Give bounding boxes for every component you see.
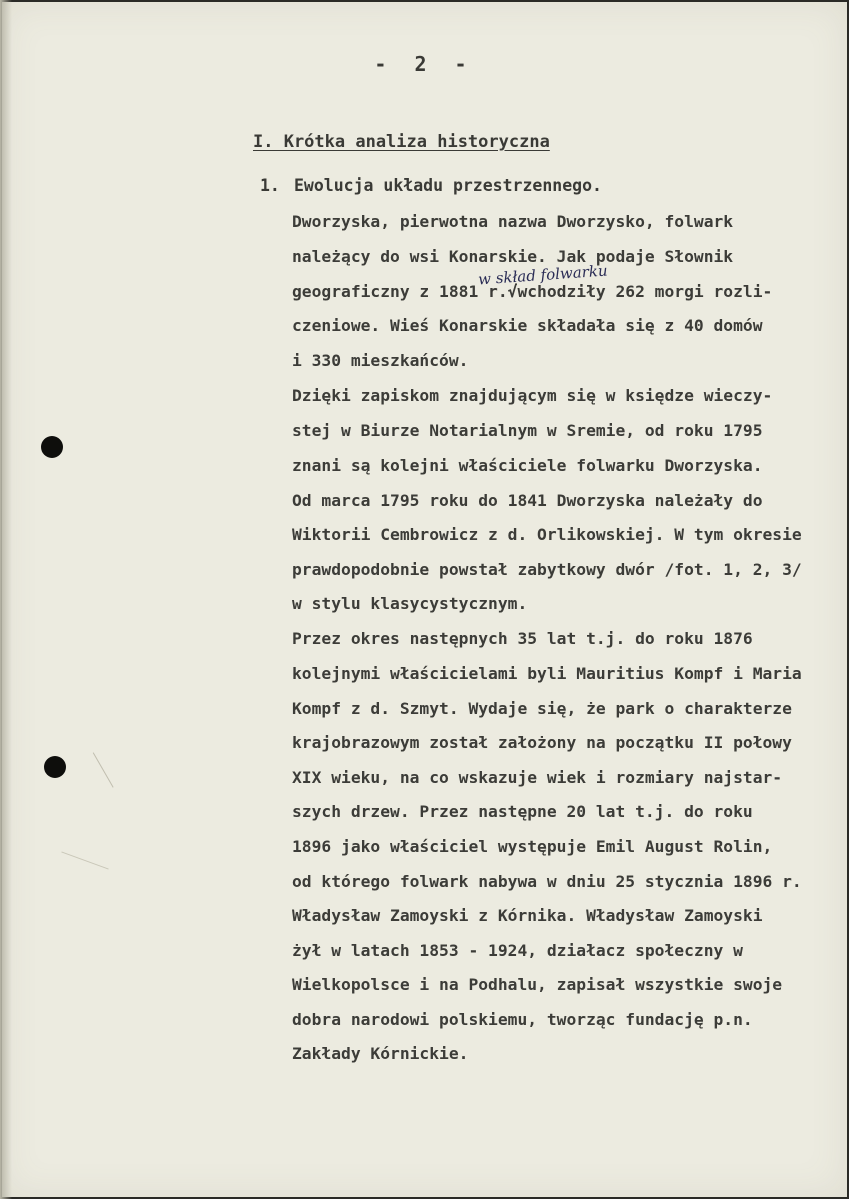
text-line: należący do wsi Konarskie. Jak podaje Słownik — [292, 247, 734, 266]
text-line: dobra narodowi polskiemu, tworząc fundację p.n. — [292, 1010, 753, 1029]
text-line: Wielkopolsce i na Podhalu, zapisał wszystkie swoje — [292, 975, 783, 994]
subheading-title: Ewolucja układu przestrzennego. — [294, 176, 602, 195]
text-line: Władysław Zamoyski z Kórnika. Władysław Zamoyski — [292, 906, 763, 925]
text-line: krajobrazowym został założony na początku II połowy — [292, 733, 792, 752]
handwritten-note: w skład folwarku — [477, 261, 609, 289]
text-line: Dzięki zapiskom znajdującym się w księdze wieczy- — [292, 386, 773, 405]
punch-hole — [41, 436, 63, 458]
text-line: i 330 mieszkańców. — [292, 351, 469, 370]
text-line: geograficzny z 1881 r.√wchodziły 262 morgi rozli- — [292, 282, 773, 301]
section-heading: I. Krótka analiza historyczna — [253, 132, 550, 152]
text-line: Dworzyska, pierwotna nazwa Dworzysko, folwark — [292, 212, 734, 231]
text-line: znani są kolejni właściciele folwarku Dworzyska. — [292, 456, 763, 475]
text-line: w stylu klasycystycznym. — [292, 594, 528, 613]
text-line: Od marca 1795 roku do 1841 Dworzyska należały do — [292, 491, 763, 510]
text-line: 1896 jako właściciel występuje Emil August Rolin, — [292, 837, 773, 856]
page-number: - 2 - — [374, 52, 475, 76]
subheading — [260, 176, 602, 195]
text-line: żył w latach 1853 - 1924, działacz społeczny w — [292, 941, 743, 960]
paper-crease — [61, 851, 108, 869]
text-line: Przez okres następnych 35 lat t.j. do roku 1876 — [292, 629, 753, 648]
text-line: XIX wieku, na co wskazuje wiek i rozmiary najstar- — [292, 768, 783, 787]
text-line: prawdopodobnie powstał zabytkowy dwór /fot. 1, 2, 3/ — [292, 560, 802, 579]
text-line: Kompf z d. Szmyt. Wydaje się, że park o charakterze — [292, 699, 792, 718]
paper-crease — [93, 732, 149, 787]
punch-hole — [44, 756, 66, 778]
text-line: szych drzew. Przez następne 20 lat t.j. do roku — [292, 802, 753, 821]
text-line: kolejnymi właścicielami byli Mauritius Kompf i Maria — [292, 664, 802, 683]
subheading-number: 1. — [260, 176, 280, 195]
text-line: czeniowe. Wieś Konarskie składała się z 40 domów — [292, 316, 763, 335]
text-line: stej w Biurze Notarialnym w Sremie, od roku 1795 — [292, 421, 763, 440]
text-line: Wiktorii Cembrowicz z d. Orlikowskiej. W tym okresie — [292, 525, 802, 544]
page-edge-shadow — [0, 0, 12, 1199]
text-line: od którego folwark nabywa w dniu 25 stycznia 1896 r. — [292, 872, 802, 891]
text-line: Zakłady Kórnickie. — [292, 1044, 469, 1063]
